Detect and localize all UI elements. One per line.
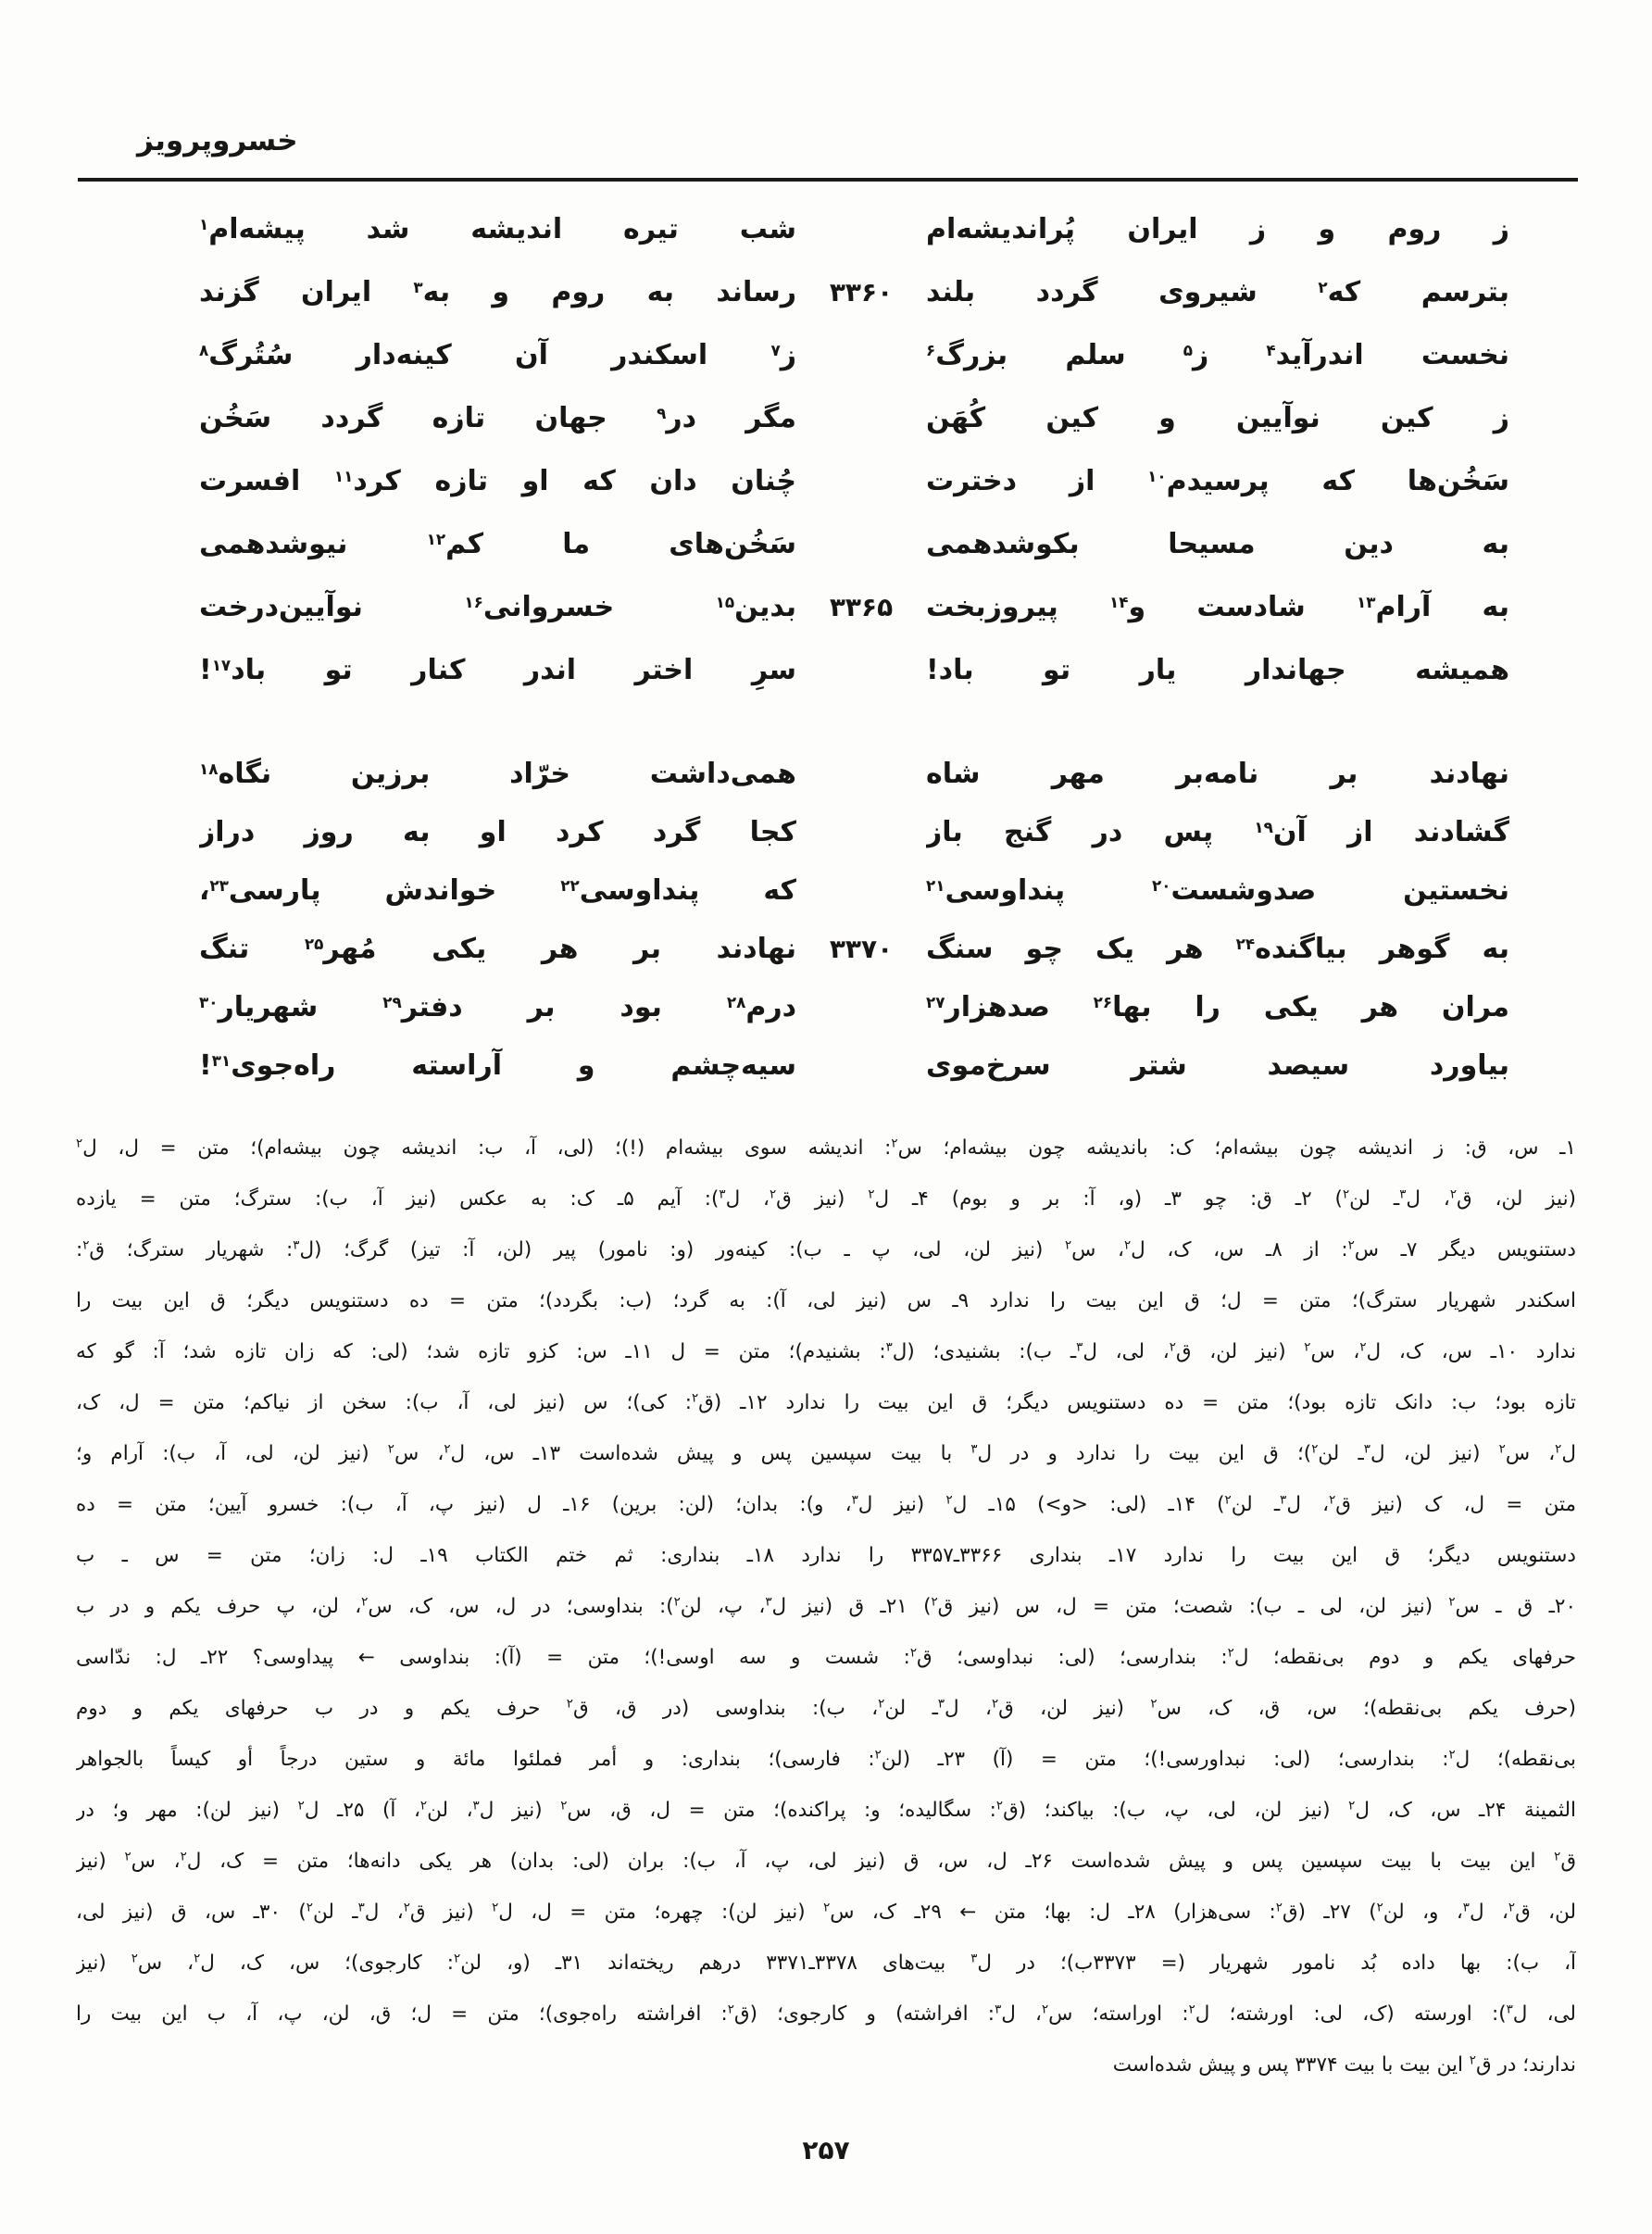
page-number: ۲۵۷ <box>802 2135 850 2165</box>
verse-row <box>199 861 1509 920</box>
verse-row <box>199 745 1509 803</box>
hemistich-right: مران هر یکی را بها$^{۲۶}$ صدهزار$^{۲۷}$ <box>926 991 1509 1023</box>
hemistich-right: گشادند از آن$^{۱۹}$ پس در گنج باز <box>926 816 1509 848</box>
verse-row <box>199 639 1509 702</box>
apparatus-line: ق$^۲$ این بیت با بیت سپسین پس و پیش شده‌است ۲۶ـ ل، س، ق (نیز لی، پ، آ، ب): بران (لی: بدان) هر یکی دانه‌ها؛ متن = ک، ل$^۲$، س$^۲$ (نیز <box>76 1850 1576 1873</box>
verse-number: ۳۳۶۵ <box>829 592 894 622</box>
apparatus-line: دستنویس دیگر؛ ق این بیت را ندارد ۱۷ـ بنداری ۳۳۶۶ـ۳۳۵۷ را ندارد ۱۸ـ بنداری: ثم ختم الکتاب ۱۹ـ ل: زان؛ متن = س ـ ب <box>76 1544 1576 1567</box>
apparatus-line: دستنویس دیگر ۷ـ س$^۲$: از ۸ـ س، ک، ل$^۲$، س$^۲$ (نیز لن، لی، پ ـ ب): کینه‌ور (و: نامور) پیر (لن، آ: تیز) گرگ؛ (ل$^۳$: شهریار سترگ؛ ق$^۲$: <box>76 1238 1576 1261</box>
stanza-2 <box>199 745 1509 1095</box>
verse-row <box>199 803 1509 861</box>
hemistich-left: سیه‌چشم و آراسته راه‌جوی$^{۳۱}$! <box>199 1049 796 1082</box>
apparatus-line: بی‌نقطه)؛ ل$^۲$: بندارسی؛ (لی: نبداورسی!)؛ متن = (آ) ۲۳ـ (لن$^۲$: فارسی)؛ بنداری: و أمر فملئوا مائة و ستین درجاً أو کیساً بالجواهر <box>76 1748 1576 1771</box>
hemistich-right: نخستین صدوشست$^{۲۰}$ پنداوسی$^{۲۱}$ <box>926 874 1509 907</box>
hemistich-right: بیاورد سیصد شتر سرخ‌موی <box>926 1049 1509 1082</box>
verse-row <box>199 450 1509 513</box>
apparatus-line: ندارد ۱۰ـ س، ک، ل$^۲$، س$^۲$ (نیز لن، ق$^۲$، لی، ل$^۳$ـ ب): بشنیدی؛ (ل$^۳$: بشنیدم)؛ متن = ل ۱۱ـ س: کزو تازه شد؛ (لی: که زان تازه شد؛ آ: گو که <box>76 1340 1576 1363</box>
verse-row <box>199 324 1509 387</box>
hemistich-right: به دین مسیحا بکوشدهمی <box>926 528 1509 560</box>
hemistich-right: ز روم و ز ایران پُراندیشه‌ام <box>926 213 1509 245</box>
apparatus-line: آ، ب): بها داده بُد نامور شهریار (= ۳۳۷۳ب)؛ در ل$^۳$ بیت‌های ۳۳۷۸ـ۳۳۷۱ درهم ریخته‌اند ۳۱ـ (و، لن$^۲$: کارجوی)؛ س، ک، ل$^۲$، س$^۲$ (نیز <box>76 1952 1576 1975</box>
apparatus-line: لی، ل$^۳$): اورسته (ک، لی: اورشته؛ ل$^۲$: اوراسته؛ س$^۲$، ل$^۳$: افراشته) و کارجوی؛ (ق$^۲$: افراشته راه‌جوی)؛ متن = ل؛ ق، لن، پ، آ، ب این بیت را <box>76 2002 1576 2026</box>
hemistich-left: درم$^{۲۸}$ بود بر دفتر$^{۲۹}$ شهریار$^{۳۰}$ <box>199 991 796 1023</box>
verse-row <box>199 920 1509 978</box>
apparatus-line: لن، ق$^۲$، ل$^۳$، و، لن$^۲$) ۲۷ـ (ق$^۲$: سی‌هزار) ۲۸ـ ل: بها؛ متن ← ۲۹ـ ک، س$^۲$ (نیز لن): چهره؛ متن = ل، ل$^۲$ (نیز ق$^۲$، ل$^۳$ـ لن$^۲$) ۳۰ـ س، ق (نیز لی، <box>76 1901 1576 1924</box>
hemistich-right: نهادند بر نامه‌بر مهر شاه <box>926 758 1509 790</box>
verse-row <box>199 576 1509 639</box>
apparatus-line: اسکندر شهریار سترگ)؛ متن = ل؛ ق این بیت را ندارد ۹ـ س (نیز لی، آ): به گرد؛ (ب: بگردد)؛ متن = ده دستنویس دیگر؛ ق این بیت را <box>76 1289 1576 1312</box>
hemistich-left: همی‌داشت خرّاد برزین نگاه$^{۱۸}$ <box>199 758 796 790</box>
hemistich-right: ز کین نوآیین و کین کُهَن <box>926 402 1509 434</box>
hemistich-left: که پنداوسی$^{۲۲}$ خواندش پارسی$^{۲۳}$، <box>199 874 796 907</box>
verse-number: ۳۳۷۰ <box>829 934 894 964</box>
stanza-1 <box>199 198 1509 702</box>
apparatus-line: متن = ل، ک (نیز ق$^۲$، ل$^۳$ـ لن$^۲$) ۱۴ـ (لی: <و>) ۱۵ـ ل$^۲$ (نیز ل$^۳$، و): بدان؛ (لن: برین) ۱۶ـ ل (نیز پ، آ، ب): خسرو آیین؛ متن = ده <box>76 1493 1576 1516</box>
hemistich-left: رساند به روم و به$^۳$ ایران گزند <box>199 276 796 308</box>
hemistich-left: مگر در$^۹$ جهان تازه گردد سَخُن <box>199 402 796 434</box>
hemistich-right: همیشه جهاندار یار تو باد! <box>926 654 1509 686</box>
verse-number <box>796 513 926 576</box>
header-rule <box>78 178 1578 182</box>
hemistich-left: سَخُن‌های ما کم$^{۱۲}$ نیوشدهمی <box>199 528 796 560</box>
apparatus-line: (حرف یکم بی‌نقطه)؛ س، ق، ک، س$^۲$ (نیز لن، ق$^۲$، ل$^۳$ـ لن$^۲$، ب): بنداوسی (در ق، ق$^۲$ حرف یکم و در ب حرفهای یکم و دوم <box>76 1697 1576 1720</box>
verse-number <box>796 861 926 920</box>
verse-row <box>199 978 1509 1036</box>
verse-number <box>796 978 926 1036</box>
hemistich-left: سرِ اختر اندر کنار تو باد$^{۱۷}$! <box>199 654 796 686</box>
apparatus-line: (نیز لن، ق$^۲$، ل$^۳$ـ لن$^۲$) ۲ـ ق: چو ۳ـ (و، آ: بر و بوم) ۴ـ ل$^۲$ (نیز ق$^۲$، ل$^۳$): آیم ۵ـ ک: به عکس (نیز آ، ب): سترگ؛ متن = یازده <box>76 1187 1576 1211</box>
apparatus-line: حرفهای یکم و دوم بی‌نقطه؛ ل$^۲$: بندارسی؛ (لی: نبداوسی؛ ق$^۲$: شست و سه اوسی!)؛ متن = (آ): بنداوسی ← پیداوسی؟ ۲۲ـ ل: ندّاسی <box>76 1646 1576 1669</box>
verse-number <box>796 639 926 702</box>
hemistich-right: به آرام$^{۱۳}$ شادست و$^{۱۴}$ پیروزبخت <box>926 591 1509 623</box>
verse-number <box>796 324 926 387</box>
hemistich-left: شب تیره اندیشه شد پیشه‌ام$^۱$ <box>199 213 796 245</box>
poem-verses <box>199 198 1509 1095</box>
hemistich-right: بترسم که$^۲$ شیروی گردد بلند <box>926 276 1509 308</box>
verse-row <box>199 387 1509 450</box>
apparatus-line: ۱ـ س، ق: ز اندیشه چون بیشه‌ام؛ ک: باندیشه چون بیشه‌ام؛ س$^۲$: اندیشه سوی بیشه‌ام (!)؛ (لی، آ، ب: اندیشه چون بیشه‌ام)؛ متن = ل، ل$^۲$ <box>76 1136 1576 1160</box>
hemistich-right: سَخُن‌ها که پرسیدم$^{۱۰}$ از دخترت <box>926 465 1509 497</box>
hemistich-left: چُنان دان که او تازه کرد$^{۱۱}$ افسرت <box>199 465 796 497</box>
apparatus-line: تازه بود؛ ب: دانک تازه بود)؛ متن = ده دستنویس دیگر؛ ق این بیت را ندارد ۱۲ـ (ق$^۲$: کی)؛ س (نیز لی، آ، ب): سخن از نیاکم؛ متن = ل، ک، <box>76 1391 1576 1414</box>
verse-number: ۳۳۶۰ <box>829 277 894 307</box>
hemistich-left: کجا گرد کرد او به روز دراز <box>199 816 796 848</box>
hemistich-left: بدین$^{۱۵}$ خسروانی$^{۱۶}$ نوآیین‌درخت <box>199 591 796 623</box>
verse-number <box>796 1036 926 1095</box>
verse-number <box>796 450 926 513</box>
hemistich-left: نهادند بر هر یکی مُهر$^{۲۵}$ تنگ <box>199 933 796 965</box>
apparatus-line: ندارند؛ در ق$^۲$ این بیت با بیت ۳۳۷۴ پس و پیش شده‌است <box>1112 2053 1576 2077</box>
verse-number <box>796 745 926 803</box>
verse-row <box>199 198 1509 261</box>
hemistich-left: ز$^۷$ اسکندر آن کینه‌دار سُتُرگ$^۸$ <box>199 339 796 371</box>
hemistich-right: به گوهر بیاگنده$^{۲۴}$ هر یک چو سنگ <box>926 933 1509 965</box>
verse-row <box>199 513 1509 576</box>
apparatus-line: ۲۰ـ ق ـ س$^۲$ (نیز لن، لی ـ ب): شصت؛ متن = ل، س (نیز ق$^۲$) ۲۱ـ ق (نیز ل$^۳$، پ، لن$^۲$): بنداوسی؛ در ل، س، ک، س$^۲$، لن، پ حرف یکم و در ب <box>76 1595 1576 1618</box>
hemistich-right: نخست اندرآید$^۴$ ز$^۵$ سلم بزرگ$^۶$ <box>926 339 1509 371</box>
critical-apparatus <box>76 1123 1576 2090</box>
running-header-title: خسروپرویز <box>137 124 298 157</box>
verse-row <box>199 1036 1509 1095</box>
apparatus-line: الثمینة ۲۴ـ س، ک، ل$^۲$ (نیز لن، لی، پ، ب): بیاکند؛ (ق$^۲$: سگالیده؛ و: پراکنده)؛ متن = ل، ق، س$^۲$ (نیز ل$^۳$، لن$^۲$، آ) ۲۵ـ ل$^۲$ (نیز لن): مهر و؛ در <box>76 1799 1576 1822</box>
apparatus-line: ل$^۲$، س$^۲$ (نیز لن، ل$^۳$ـ لن$^۲$)؛ ق این بیت را ندارد و در ل$^۳$ با بیت سپسین پس و پیش شده‌است ۱۳ـ س، ل$^۲$، س$^۲$ (نیز لن، لی، آ، ب): آرام و؛ <box>76 1442 1576 1465</box>
verse-row <box>199 261 1509 324</box>
verse-number <box>796 387 926 450</box>
verse-number <box>796 198 926 261</box>
verse-number <box>796 803 926 861</box>
